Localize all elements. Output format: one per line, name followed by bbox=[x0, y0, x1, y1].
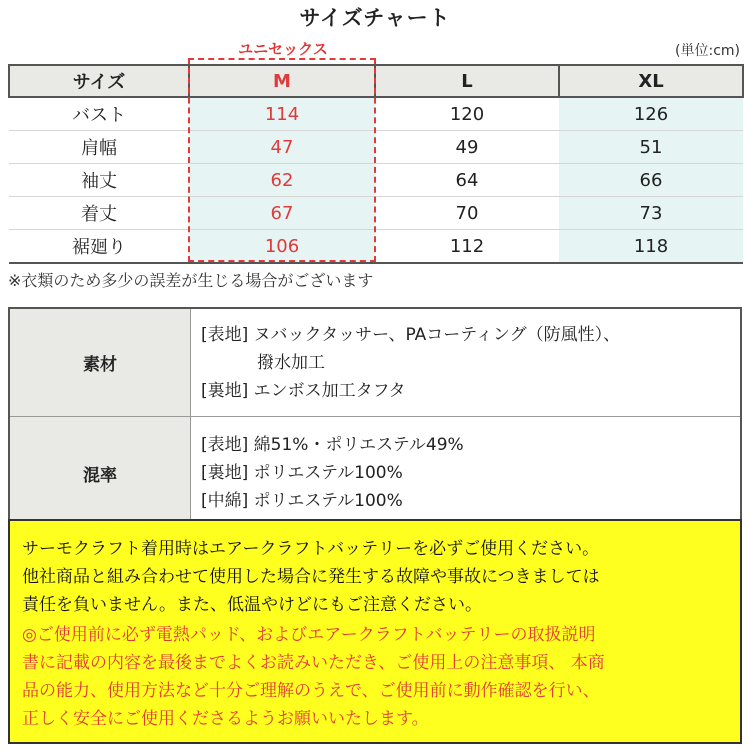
header-m: M bbox=[189, 65, 375, 97]
blend-row bbox=[9, 417, 741, 531]
cell-m: 114 bbox=[189, 97, 375, 131]
material-value bbox=[191, 308, 742, 417]
notice-line: 書に記載の内容を最後までよくお読みいただき、ご使用上の注意事項、 本商 bbox=[22, 653, 605, 673]
cell-m: 47 bbox=[189, 131, 375, 164]
table-row bbox=[9, 230, 743, 264]
size-table bbox=[8, 64, 744, 264]
row-label: 裾廻り bbox=[9, 230, 189, 264]
material-label: 素材 bbox=[9, 308, 191, 417]
table-row bbox=[9, 131, 743, 164]
cell-l: 112 bbox=[375, 230, 559, 264]
notice-box bbox=[8, 519, 742, 744]
notice-line: ◎ご使用前に必ず電熱パッド、およびエアークラフトバッテリーの取扱説明 bbox=[22, 625, 596, 645]
chart-title: サイズチャート bbox=[299, 6, 451, 30]
cell-xl: 51 bbox=[559, 131, 743, 164]
cell-l: 70 bbox=[375, 197, 559, 230]
row-label: バスト bbox=[9, 97, 189, 131]
material-line: 撥水加工 bbox=[257, 352, 325, 373]
header-size: サイズ bbox=[9, 65, 189, 97]
notice-line: 品の能力、使用方法など十分ご理解のうえで、ご使用前に動作確認を行い、 bbox=[22, 681, 600, 701]
header-xl: XL bbox=[559, 65, 743, 97]
table-row bbox=[9, 164, 743, 197]
notice-line: 他社商品と組み合わせて使用した場合に発生する故障や事故につきましては bbox=[22, 567, 600, 587]
row-label: 肩幅 bbox=[9, 131, 189, 164]
cell-l: 120 bbox=[375, 97, 559, 131]
cell-l: 64 bbox=[375, 164, 559, 197]
blend-line: [裏地] ポリエステル100% bbox=[201, 463, 403, 483]
material-line: [表地] ヌバックタッサー、PAコーティング（防風性）、 bbox=[201, 324, 621, 345]
table-row bbox=[9, 97, 743, 131]
cell-xl: 118 bbox=[559, 230, 743, 264]
notice-line: サーモクラフト着用時はエアークラフトバッテリーを必ずご使用ください。 bbox=[22, 539, 600, 559]
notice-caution bbox=[22, 621, 730, 733]
size-table-header bbox=[9, 65, 743, 97]
notice-warning bbox=[22, 535, 730, 619]
cell-m: 67 bbox=[189, 197, 375, 230]
cell-m: 62 bbox=[189, 164, 375, 197]
row-label: 着丈 bbox=[9, 197, 189, 230]
material-row bbox=[9, 308, 741, 417]
notice-line: 責任を負いません。また、低温やけどにもご注意ください。 bbox=[22, 595, 483, 615]
blend-value bbox=[191, 417, 742, 531]
header-l: L bbox=[375, 65, 559, 97]
cell-l: 49 bbox=[375, 131, 559, 164]
blend-label: 混率 bbox=[9, 417, 191, 531]
cell-m: 106 bbox=[189, 230, 375, 264]
table-row bbox=[9, 197, 743, 230]
size-note: ※衣類のため多少の誤差が生じる場合がございます bbox=[8, 271, 374, 290]
material-line: [裏地] エンボス加工タフタ bbox=[201, 380, 406, 401]
cell-xl: 126 bbox=[559, 97, 743, 131]
blend-line: [中綿] ポリエステル100% bbox=[201, 491, 403, 511]
unisex-label: ユニセックス bbox=[238, 40, 328, 58]
cell-xl: 66 bbox=[559, 164, 743, 197]
blend-line: [表地] 綿51%・ポリエステル49% bbox=[201, 435, 464, 455]
cell-xl: 73 bbox=[559, 197, 743, 230]
row-label: 袖丈 bbox=[9, 164, 189, 197]
unit-label: (単位:cm) bbox=[675, 43, 740, 59]
material-table bbox=[8, 307, 742, 531]
notice-line: 正しく安全にご使用くださるようお願いいたします。 bbox=[22, 709, 429, 729]
